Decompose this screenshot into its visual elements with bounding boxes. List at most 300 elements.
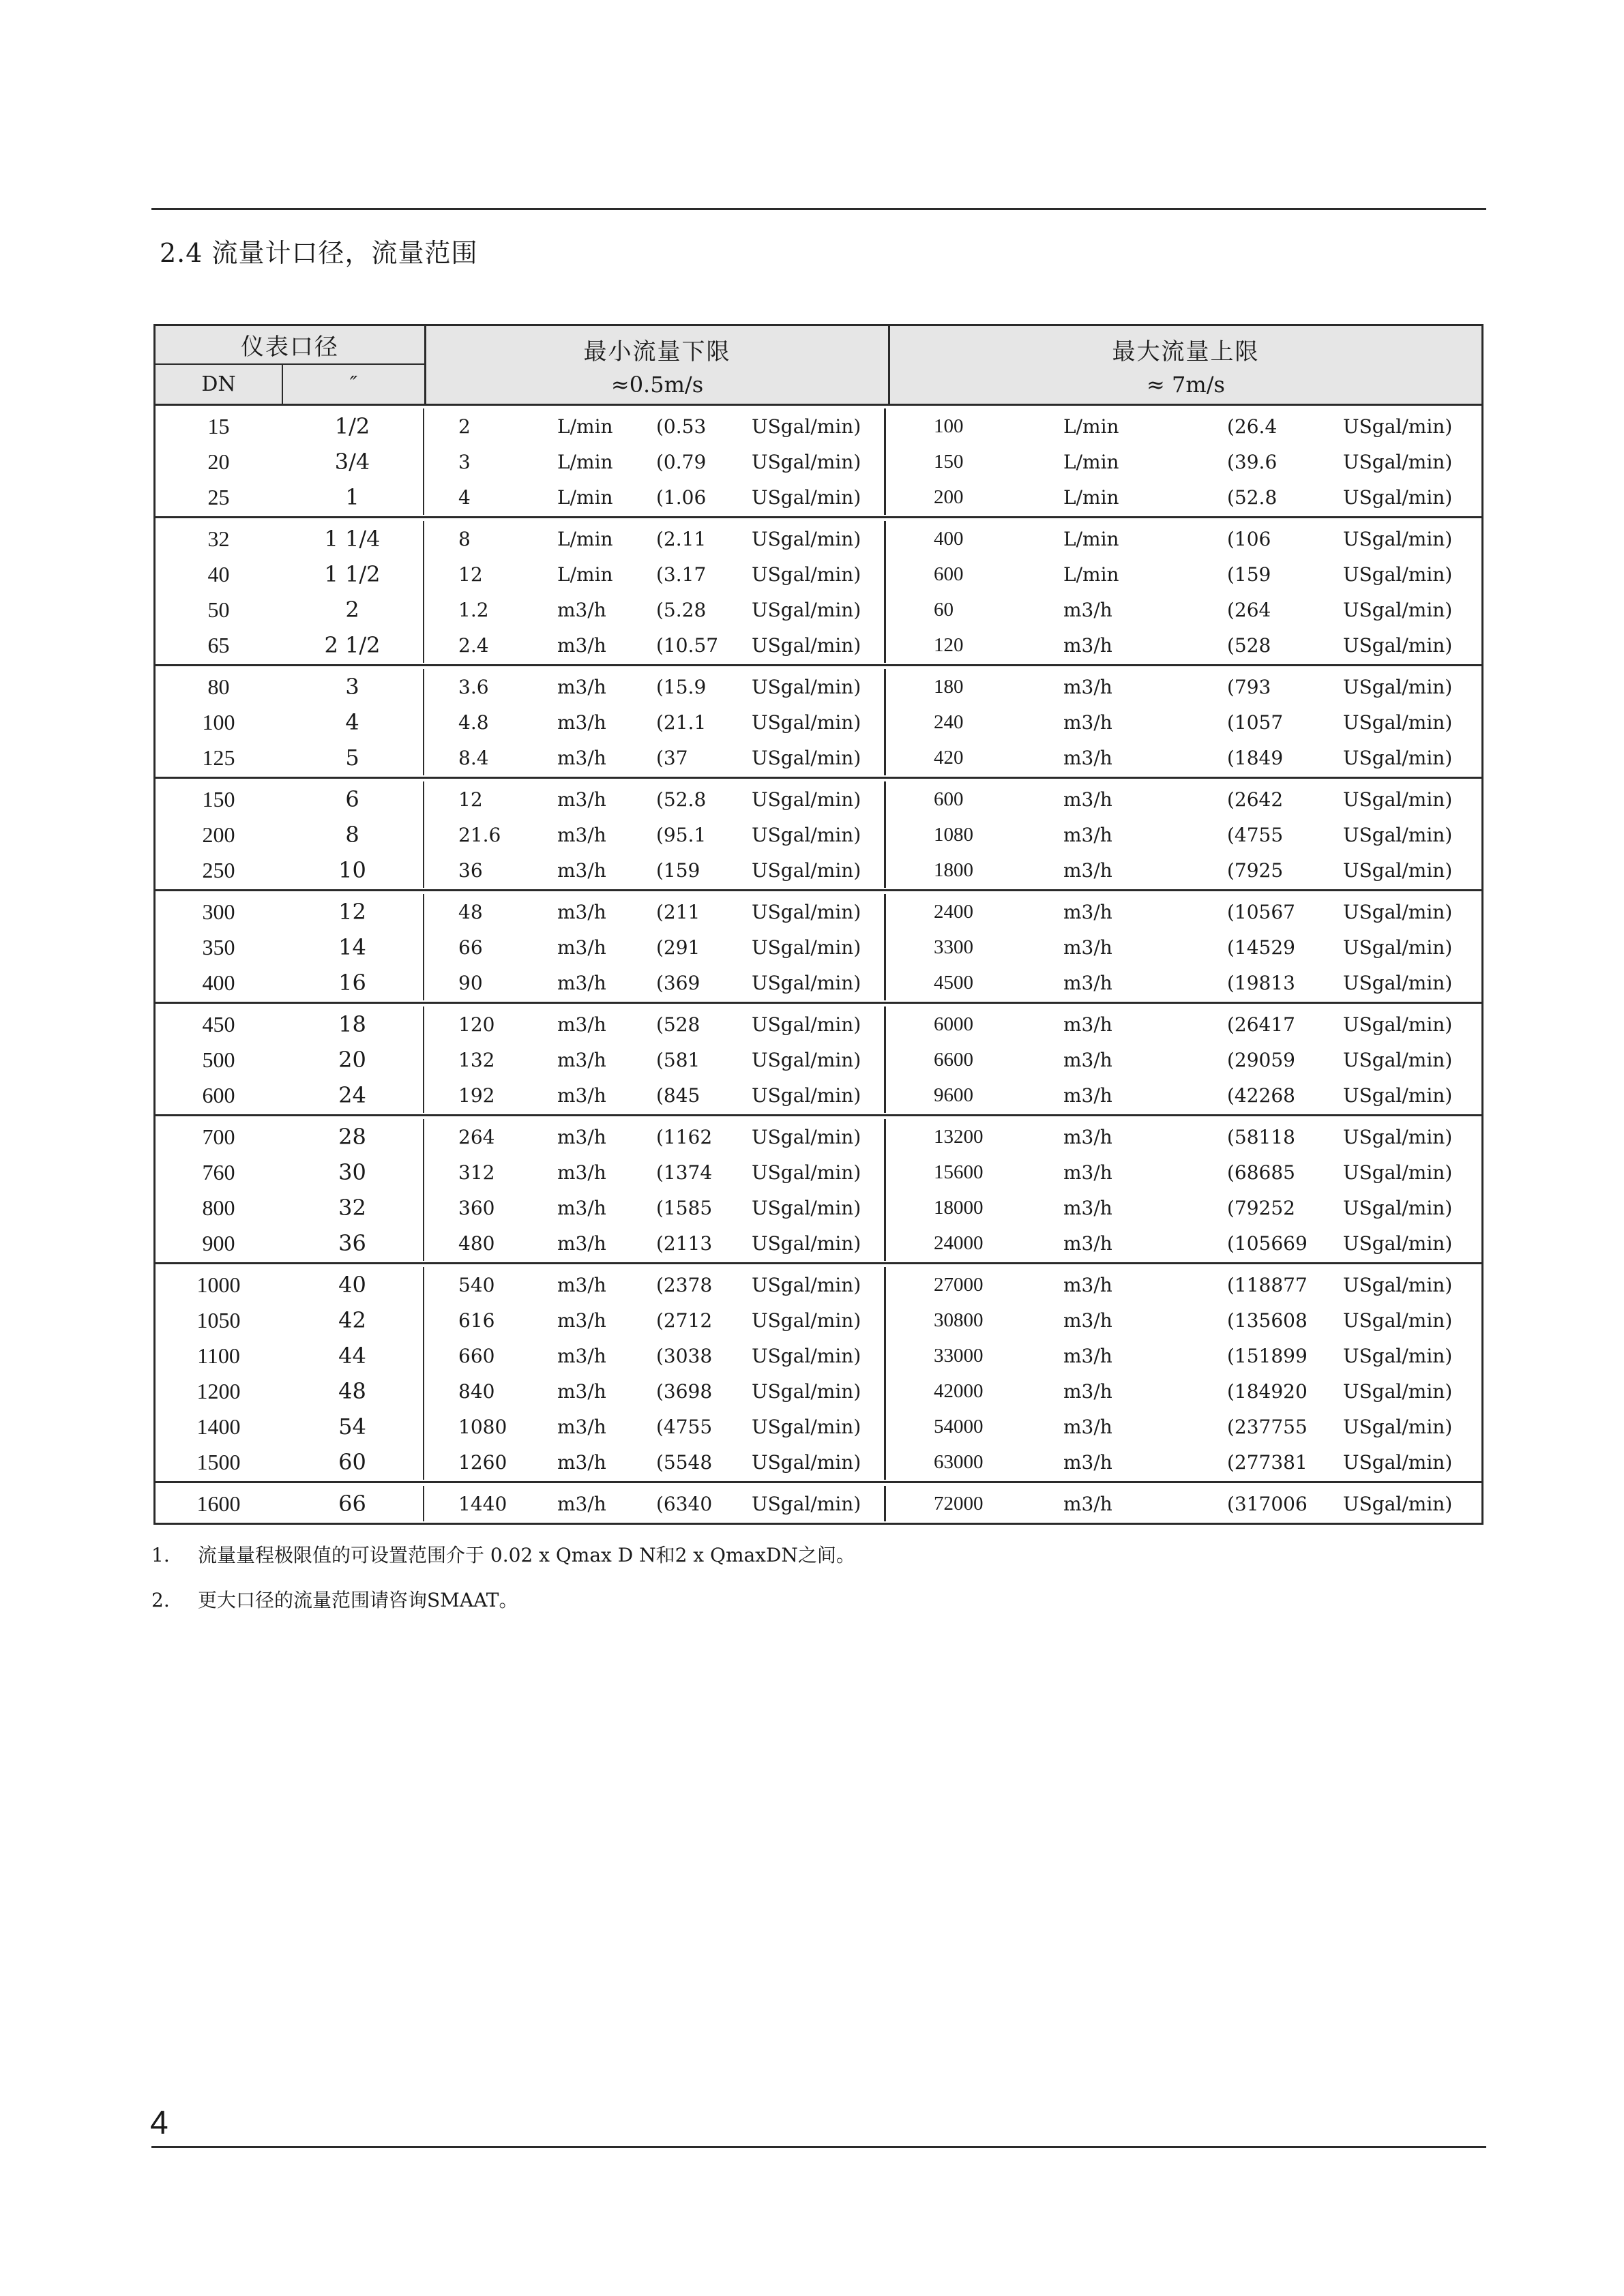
row-group [156, 1264, 1481, 1483]
row-group [156, 1483, 1481, 1523]
min-flow-unit: L/min [557, 527, 613, 550]
inch-cell: 2 1/2 [282, 627, 424, 663]
inch-cell: 1/2 [282, 408, 424, 444]
max-flow-cell [886, 1225, 1481, 1261]
min-flow-gal-unit: USgal/min) [752, 823, 861, 846]
min-flow-gal-unit: USgal/min) [752, 450, 861, 473]
min-flow-unit: m3/h [557, 1048, 606, 1071]
max-flow-unit: m3/h [1063, 746, 1112, 769]
inch-cell: 6 [282, 781, 424, 817]
min-flow-value: 1080 [458, 1415, 507, 1438]
max-flow-unit: m3/h [1063, 1273, 1112, 1296]
inch-cell: 66 [282, 1486, 424, 1521]
min-flow-gal-unit: USgal/min) [752, 1415, 861, 1438]
max-flow-unit: m3/h [1063, 1125, 1112, 1148]
min-flow-value: 90 [458, 971, 483, 994]
max-flow-value: 63000 [934, 1450, 984, 1473]
min-flow-cell [424, 1190, 886, 1225]
min-flow-value: 1440 [458, 1492, 507, 1515]
max-flow-gal: (10567 [1227, 900, 1295, 923]
max-flow-unit: m3/h [1063, 900, 1112, 923]
max-flow-cell [886, 556, 1481, 592]
min-flow-cell [424, 1225, 886, 1261]
max-flow-cell [886, 1444, 1481, 1480]
min-flow-unit: m3/h [557, 859, 606, 882]
header-min-title: 最小流量下限 [583, 338, 731, 366]
max-flow-gal-unit: USgal/min) [1343, 1415, 1453, 1438]
min-flow-gal-unit: USgal/min) [752, 711, 861, 734]
min-flow-gal: (2378 [656, 1273, 713, 1296]
min-flow-cell [424, 1042, 886, 1077]
inch-cell: 32 [282, 1190, 424, 1225]
table-row [156, 852, 1481, 888]
max-flow-value: 120 [934, 633, 964, 656]
min-flow-value: 120 [458, 1013, 495, 1036]
row-group [156, 518, 1481, 666]
max-flow-value: 60 [934, 598, 954, 621]
max-flow-gal: (237755 [1227, 1415, 1308, 1438]
min-flow-unit: m3/h [557, 1232, 606, 1255]
dn-cell: 600 [202, 1082, 235, 1107]
min-flow-gal: (2113 [656, 1232, 713, 1255]
min-flow-gal: (159 [656, 859, 700, 882]
max-flow-value: 3300 [934, 936, 973, 958]
max-flow-gal: (1849 [1227, 746, 1284, 769]
min-flow-unit: m3/h [557, 823, 606, 846]
min-flow-unit: m3/h [557, 598, 606, 621]
dn-cell: 760 [202, 1159, 235, 1184]
min-flow-gal-unit: USgal/min) [752, 1084, 861, 1107]
table-row [156, 894, 1481, 929]
min-flow-value: 2.4 [458, 633, 489, 657]
inch-cell: 54 [282, 1409, 424, 1444]
max-flow-gal-unit: USgal/min) [1343, 450, 1453, 473]
max-flow-gal-unit: USgal/min) [1343, 1232, 1453, 1255]
dn-cell: 700 [202, 1124, 235, 1149]
table-row [156, 1077, 1481, 1113]
max-flow-gal-unit: USgal/min) [1343, 1273, 1453, 1296]
max-flow-gal: (793 [1227, 675, 1271, 698]
min-flow-cell [424, 1267, 886, 1302]
max-flow-cell [886, 852, 1481, 888]
dn-cell: 1100 [197, 1343, 240, 1368]
min-flow-cell [424, 627, 886, 663]
inch-cell: 4 [282, 704, 424, 740]
max-flow-gal-unit: USgal/min) [1343, 633, 1453, 657]
max-flow-gal: (79252 [1227, 1196, 1295, 1219]
max-flow-value: 42000 [934, 1380, 984, 1402]
inch-cell: 30 [282, 1154, 424, 1190]
min-flow-value: 192 [458, 1084, 495, 1107]
min-flow-gal: (211 [656, 900, 700, 923]
max-flow-value: 420 [934, 746, 964, 769]
max-flow-gal-unit: USgal/min) [1343, 1196, 1453, 1219]
min-flow-cell [424, 1444, 886, 1480]
max-flow-unit: m3/h [1063, 788, 1112, 811]
max-flow-gal: (68685 [1227, 1161, 1295, 1184]
dn-cell: 450 [202, 1011, 235, 1037]
inch-cell: 1 1/2 [282, 556, 424, 592]
max-flow-unit: L/min [1063, 415, 1119, 438]
min-flow-unit: m3/h [557, 1084, 606, 1107]
max-flow-gal-unit: USgal/min) [1343, 1344, 1453, 1367]
dn-cell: 100 [202, 709, 235, 734]
max-flow-gal-unit: USgal/min) [1343, 746, 1453, 769]
notes [151, 1533, 855, 1623]
min-flow-gal-unit: USgal/min) [752, 788, 861, 811]
max-flow-cell [886, 1119, 1481, 1154]
min-flow-unit: m3/h [557, 1492, 606, 1515]
max-flow-value: 4500 [934, 971, 973, 994]
max-flow-unit: m3/h [1063, 823, 1112, 846]
header-max-title: 最大流量上限 [1112, 338, 1260, 366]
min-flow-value: 4.8 [458, 711, 489, 734]
max-flow-unit: m3/h [1063, 1450, 1112, 1474]
max-flow-unit: m3/h [1063, 1492, 1112, 1515]
max-flow-cell [886, 627, 1481, 663]
note-text: 更大口径的流量范围请咨询SMAAT。 [198, 1589, 518, 1611]
min-flow-cell [424, 781, 886, 817]
max-flow-value: 15600 [934, 1161, 984, 1183]
min-flow-value: 4 [458, 486, 471, 509]
max-flow-cell [886, 444, 1481, 479]
row-group [156, 1004, 1481, 1116]
min-flow-gal-unit: USgal/min) [752, 1125, 861, 1148]
header-min-flow [426, 326, 890, 404]
max-flow-gal: (1057 [1227, 711, 1284, 734]
dn-cell: 1500 [196, 1449, 241, 1474]
inch-cell: 2 [282, 592, 424, 627]
min-flow-gal-unit: USgal/min) [752, 675, 861, 698]
min-flow-gal-unit: USgal/min) [752, 1380, 861, 1403]
flow-range-table [153, 324, 1483, 1525]
table-row [156, 1338, 1481, 1373]
max-flow-unit: m3/h [1063, 971, 1112, 994]
max-flow-cell [886, 894, 1481, 929]
max-flow-value: 600 [934, 563, 964, 585]
min-flow-gal: (3038 [656, 1344, 713, 1367]
note-2 [151, 1578, 855, 1623]
max-flow-gal-unit: USgal/min) [1343, 1380, 1453, 1403]
dn-cell: 125 [202, 745, 235, 770]
min-flow-cell [424, 1338, 886, 1373]
min-flow-gal: (2712 [656, 1309, 713, 1332]
min-flow-unit: m3/h [557, 746, 606, 769]
max-flow-cell [886, 1042, 1481, 1077]
min-flow-cell [424, 521, 886, 556]
dn-cell: 1400 [196, 1414, 241, 1439]
max-flow-gal: (29059 [1227, 1048, 1295, 1071]
max-flow-value: 54000 [934, 1415, 984, 1437]
max-flow-gal-unit: USgal/min) [1343, 788, 1453, 811]
row-group [156, 891, 1481, 1004]
min-flow-value: 36 [458, 859, 483, 882]
min-flow-gal: (4755 [656, 1415, 713, 1438]
dn-cell: 1600 [196, 1491, 241, 1516]
min-flow-value: 1.2 [458, 598, 489, 621]
max-flow-gal-unit: USgal/min) [1343, 1084, 1453, 1107]
max-flow-gal-unit: USgal/min) [1343, 527, 1453, 550]
max-flow-value: 6600 [934, 1048, 973, 1071]
max-flow-gal: (106 [1227, 527, 1271, 550]
max-flow-unit: m3/h [1063, 859, 1112, 882]
min-flow-unit: L/min [557, 486, 613, 509]
max-flow-cell [886, 740, 1481, 775]
min-flow-cell [424, 1119, 886, 1154]
max-flow-cell [886, 704, 1481, 740]
max-flow-gal: (52.8 [1227, 486, 1278, 509]
max-flow-unit: m3/h [1063, 633, 1112, 657]
min-flow-unit: m3/h [557, 1415, 606, 1438]
min-flow-gal: (1162 [656, 1125, 713, 1148]
min-flow-cell [424, 929, 886, 965]
max-flow-gal: (26417 [1227, 1013, 1295, 1036]
inch-cell: 5 [282, 740, 424, 775]
min-flow-cell [424, 1007, 886, 1042]
dn-cell: 250 [202, 857, 235, 882]
table-row [156, 556, 1481, 592]
min-flow-unit: m3/h [557, 633, 606, 657]
max-flow-unit: L/min [1063, 486, 1119, 509]
header-min-sub: ≈0.5m/s [610, 371, 704, 398]
min-flow-gal-unit: USgal/min) [752, 1196, 861, 1219]
min-flow-gal-unit: USgal/min) [752, 1013, 861, 1036]
dn-cell: 400 [202, 970, 235, 995]
max-flow-gal: (4755 [1227, 823, 1284, 846]
min-flow-gal: (3.17 [656, 563, 707, 586]
max-flow-gal-unit: USgal/min) [1343, 563, 1453, 586]
min-flow-unit: L/min [557, 415, 613, 438]
max-flow-gal: (2642 [1227, 788, 1284, 811]
table-row [156, 1373, 1481, 1409]
table-row [156, 408, 1481, 444]
inch-cell: 20 [282, 1042, 424, 1077]
max-flow-unit: m3/h [1063, 675, 1112, 698]
max-flow-gal: (277381 [1227, 1450, 1308, 1474]
min-flow-gal: (21.1 [656, 711, 707, 734]
max-flow-cell [886, 479, 1481, 515]
min-flow-value: 48 [458, 900, 483, 923]
note-1 [151, 1533, 855, 1578]
max-flow-unit: m3/h [1063, 1084, 1112, 1107]
max-flow-cell [886, 669, 1481, 704]
max-flow-value: 2400 [934, 900, 973, 923]
max-flow-gal: (151899 [1227, 1344, 1308, 1367]
min-flow-gal-unit: USgal/min) [752, 1048, 861, 1071]
min-flow-gal-unit: USgal/min) [752, 859, 861, 882]
min-flow-gal-unit: USgal/min) [752, 486, 861, 509]
inch-cell: 42 [282, 1302, 424, 1338]
min-flow-gal-unit: USgal/min) [752, 1161, 861, 1184]
min-flow-gal: (581 [656, 1048, 700, 1071]
min-flow-value: 616 [458, 1309, 495, 1332]
max-flow-cell [886, 1302, 1481, 1338]
table-row [156, 1267, 1481, 1302]
row-group [156, 406, 1481, 518]
max-flow-gal: (14529 [1227, 936, 1295, 959]
dn-cell: 350 [202, 934, 235, 959]
max-flow-cell [886, 1338, 1481, 1373]
max-flow-gal-unit: USgal/min) [1343, 1013, 1453, 1036]
inch-cell: 12 [282, 894, 424, 929]
max-flow-gal: (264 [1227, 598, 1271, 621]
max-flow-gal: (39.6 [1227, 450, 1278, 473]
dn-cell: 800 [202, 1195, 235, 1220]
min-flow-gal-unit: USgal/min) [752, 746, 861, 769]
max-flow-gal-unit: USgal/min) [1343, 1161, 1453, 1184]
max-flow-value: 200 [934, 486, 964, 508]
max-flow-cell [886, 1373, 1481, 1409]
min-flow-unit: m3/h [557, 1309, 606, 1332]
table-row [156, 592, 1481, 627]
min-flow-cell [424, 444, 886, 479]
max-flow-gal: (528 [1227, 633, 1271, 657]
dn-cell: 65 [207, 632, 230, 657]
min-flow-cell [424, 408, 886, 444]
min-flow-value: 3 [458, 450, 471, 473]
min-flow-unit: m3/h [557, 936, 606, 959]
min-flow-cell [424, 740, 886, 775]
max-flow-value: 1800 [934, 859, 973, 881]
max-flow-gal-unit: USgal/min) [1343, 675, 1453, 698]
max-flow-gal-unit: USgal/min) [1343, 1125, 1453, 1148]
max-flow-gal: (7925 [1227, 859, 1284, 882]
inch-cell: 18 [282, 1007, 424, 1042]
inch-cell: 28 [282, 1119, 424, 1154]
max-flow-gal-unit: USgal/min) [1343, 936, 1453, 959]
min-flow-value: 2 [458, 415, 471, 438]
dn-cell: 20 [207, 449, 230, 474]
max-flow-gal-unit: USgal/min) [1343, 1048, 1453, 1071]
min-flow-gal-unit: USgal/min) [752, 415, 861, 438]
min-flow-unit: m3/h [557, 1161, 606, 1184]
min-flow-gal: (291 [656, 936, 700, 959]
table-row [156, 1409, 1481, 1444]
min-flow-gal: (1585 [656, 1196, 713, 1219]
section-title: 2.4 流量计口径，流量范围 [160, 238, 478, 268]
table-row [156, 627, 1481, 663]
min-flow-cell [424, 1302, 886, 1338]
min-flow-gal: (3698 [656, 1380, 713, 1403]
min-flow-cell [424, 894, 886, 929]
max-flow-gal: (184920 [1227, 1380, 1308, 1403]
row-group [156, 1116, 1481, 1264]
min-flow-gal: (528 [656, 1013, 700, 1036]
min-flow-gal: (369 [656, 971, 700, 994]
min-flow-cell [424, 669, 886, 704]
min-flow-cell [424, 1373, 886, 1409]
page-number: 4 [150, 2105, 168, 2141]
max-flow-gal-unit: USgal/min) [1343, 900, 1453, 923]
max-flow-unit: L/min [1063, 527, 1119, 550]
min-flow-unit: m3/h [557, 971, 606, 994]
max-flow-cell [886, 1409, 1481, 1444]
min-flow-value: 480 [458, 1232, 495, 1255]
min-flow-gal-unit: USgal/min) [752, 971, 861, 994]
min-flow-unit: m3/h [557, 1344, 606, 1367]
min-flow-cell [424, 1409, 886, 1444]
min-flow-unit: m3/h [557, 900, 606, 923]
min-flow-value: 540 [458, 1273, 495, 1296]
min-flow-value: 12 [458, 788, 483, 811]
row-group [156, 779, 1481, 891]
max-flow-unit: m3/h [1063, 1309, 1112, 1332]
dn-cell: 500 [202, 1047, 235, 1072]
max-flow-gal-unit: USgal/min) [1343, 823, 1453, 846]
max-flow-unit: m3/h [1063, 1196, 1112, 1219]
min-flow-cell [424, 965, 886, 1000]
max-flow-cell [886, 592, 1481, 627]
max-flow-value: 72000 [934, 1492, 984, 1515]
table-row [156, 1302, 1481, 1338]
max-flow-value: 13200 [934, 1125, 984, 1148]
max-flow-value: 100 [934, 415, 964, 437]
max-flow-value: 1080 [934, 823, 973, 846]
dn-cell: 200 [202, 822, 235, 847]
header-dn: DN [156, 365, 283, 404]
dn-cell: 150 [202, 786, 235, 811]
min-flow-gal-unit: USgal/min) [752, 1273, 861, 1296]
max-flow-gal-unit: USgal/min) [1343, 415, 1453, 438]
min-flow-gal: (1.06 [656, 486, 707, 509]
min-flow-unit: m3/h [557, 1125, 606, 1148]
table-row [156, 444, 1481, 479]
inch-cell: 24 [282, 1077, 424, 1113]
table-row [156, 1444, 1481, 1480]
max-flow-cell [886, 408, 1481, 444]
max-flow-gal-unit: USgal/min) [1343, 486, 1453, 509]
min-flow-gal: (52.8 [656, 788, 707, 811]
min-flow-gal-unit: USgal/min) [752, 936, 861, 959]
max-flow-value: 150 [934, 450, 964, 473]
inch-cell: 1 1/4 [282, 521, 424, 556]
min-flow-value: 21.6 [458, 823, 501, 846]
inch-cell: 1 [282, 479, 424, 515]
max-flow-gal-unit: USgal/min) [1343, 1450, 1453, 1474]
max-flow-value: 27000 [934, 1273, 984, 1296]
note-number: 1. [151, 1544, 170, 1566]
max-flow-cell [886, 781, 1481, 817]
max-flow-gal-unit: USgal/min) [1343, 598, 1453, 621]
min-flow-gal-unit: USgal/min) [752, 1309, 861, 1332]
min-flow-gal-unit: USgal/min) [752, 598, 861, 621]
min-flow-gal-unit: USgal/min) [752, 527, 861, 550]
table-row [156, 1486, 1481, 1521]
max-flow-value: 18000 [934, 1196, 984, 1219]
dn-cell: 80 [207, 674, 230, 699]
note-text: 流量量程极限值的可设置范围介于 0.02 x Qmax D N和2 x QmaxDN之间。 [198, 1544, 855, 1566]
dn-cell: 25 [207, 484, 230, 509]
min-flow-gal: (10.57 [656, 633, 719, 657]
min-flow-unit: m3/h [557, 675, 606, 698]
inch-cell: 3 [282, 669, 424, 704]
min-flow-gal: (845 [656, 1084, 700, 1107]
max-flow-cell [886, 1486, 1481, 1521]
min-flow-unit: m3/h [557, 1013, 606, 1036]
min-flow-gal: (2.11 [656, 527, 707, 550]
table-row [156, 1225, 1481, 1261]
max-flow-gal-unit: USgal/min) [1343, 859, 1453, 882]
bottom-rule [151, 2146, 1486, 2148]
min-flow-gal-unit: USgal/min) [752, 1492, 861, 1515]
table-row [156, 1190, 1481, 1225]
min-flow-gal-unit: USgal/min) [752, 633, 861, 657]
max-flow-gal-unit: USgal/min) [1343, 1492, 1453, 1515]
max-flow-value: 240 [934, 711, 964, 733]
dn-cell: 32 [207, 526, 230, 551]
table-row [156, 1007, 1481, 1042]
top-rule [151, 208, 1486, 210]
